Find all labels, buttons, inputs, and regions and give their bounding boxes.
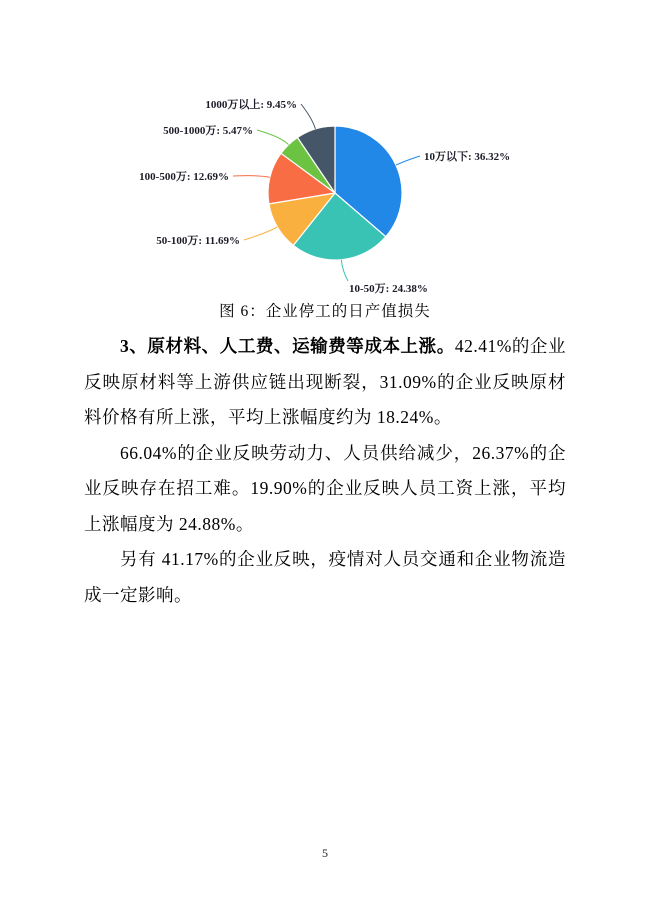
pie-label: 100-500万: 12.69% bbox=[139, 171, 229, 183]
pie-label: 500-1000万: 5.47% bbox=[163, 125, 253, 137]
pie-label: 50-100万: 11.69% bbox=[156, 235, 240, 247]
figure-area bbox=[0, 75, 650, 300]
figure-caption: 图 6：企业停工的日产值损失 bbox=[219, 303, 431, 320]
pie-leader-line bbox=[233, 176, 270, 178]
body-text bbox=[84, 329, 566, 613]
pie-leader-line bbox=[244, 227, 277, 240]
paragraph-text: 另有 41.17%的企业反映，疫情对人员交通和企业物流造成一定影响。 bbox=[84, 549, 566, 605]
paragraph-text: 66.04%的企业反映劳动力、人员供给减少，26.37%的企业反映存在招工难。19.90%的企业反映人员工资上涨，平均上涨幅度为 24.88%。 bbox=[84, 442, 566, 534]
paragraph bbox=[84, 436, 566, 543]
paragraph bbox=[84, 542, 566, 613]
pie-label: 1000万以上: 9.45% bbox=[205, 99, 297, 111]
paragraph bbox=[84, 329, 566, 436]
pie-leader-line bbox=[396, 156, 420, 165]
pie-leader-line bbox=[257, 130, 289, 145]
page-number: 5 bbox=[322, 846, 328, 860]
pie-leader-line bbox=[341, 260, 348, 281]
paragraph-text: 42.41%的企业反映原材料等上游供应链出现断裂，31.09%的企业反映原材料价格有所上涨，平均上涨幅度约为 18.24%。 bbox=[84, 336, 567, 427]
pie-leader-line bbox=[301, 104, 315, 129]
pie-label: 10万以下: 36.32% bbox=[424, 151, 511, 163]
pie-label: 10-50万: 24.38% bbox=[349, 283, 428, 295]
pie-chart bbox=[0, 75, 650, 300]
paragraph-bold-lead: 3、原材料、人工费、运输费等成本上涨。 bbox=[120, 336, 455, 356]
